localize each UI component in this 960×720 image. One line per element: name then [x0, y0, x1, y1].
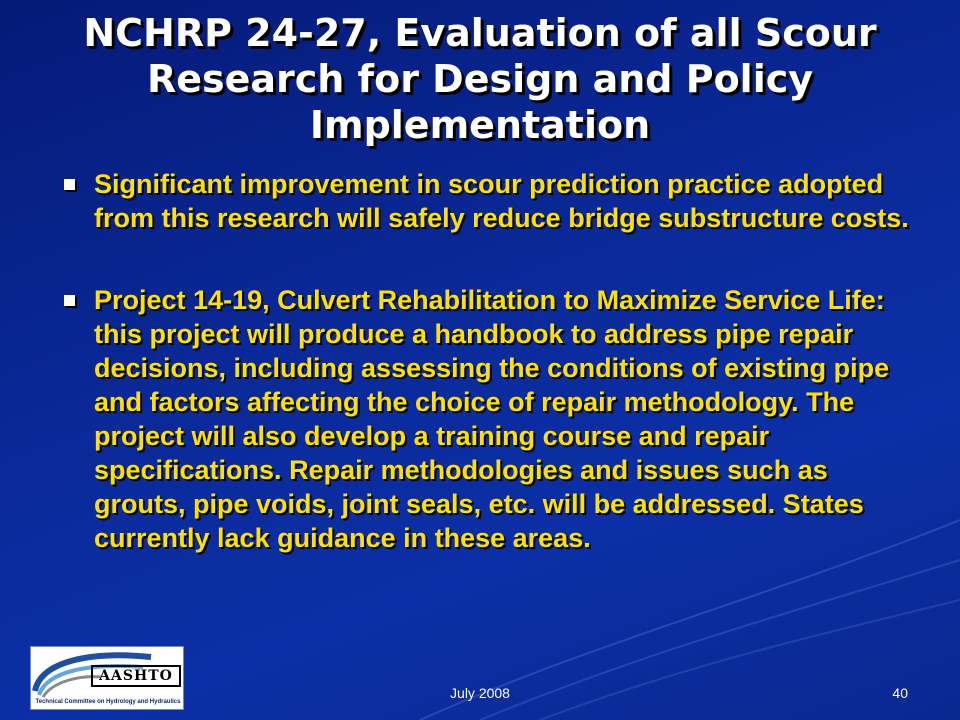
footer-date: July 2008 [450, 685, 510, 701]
bullet-text: Significant improvement in scour prediction practice adopted from this research will safely reduce bridge substructure costs. [94, 169, 909, 233]
bullet-list [62, 167, 912, 555]
square-bullet-icon [64, 295, 75, 306]
slide-title [40, 10, 920, 148]
title-line: Research for Design and Policy [146, 57, 814, 101]
bullet-item [62, 167, 912, 235]
title-line: NCHRP 24-27, Evaluation of all Scour [83, 11, 877, 55]
logo-lettering: AASHTO [91, 665, 181, 687]
square-bullet-icon [64, 179, 75, 190]
logo-caption: Technical Committee on Hydrology and Hydraulics [35, 699, 181, 705]
bullet-item [62, 283, 912, 555]
aashto-logo [30, 646, 184, 710]
bullet-text: Project 14-19, Culvert Rehabilitation to Maximize Service Life: this project will produce a handbook to address pipe repair decisions, including assessing the conditions of existing pipe and factors affecting the choice of repair methodology. The project will also develop a training course and repair specifications. Repair methodologies and issues such as grouts, pipe voids, joint seals, etc. will be addressed. States currently lack guidance in these areas. [94, 285, 890, 553]
title-line: Implementation [309, 103, 651, 147]
page-number: 40 [892, 685, 908, 701]
